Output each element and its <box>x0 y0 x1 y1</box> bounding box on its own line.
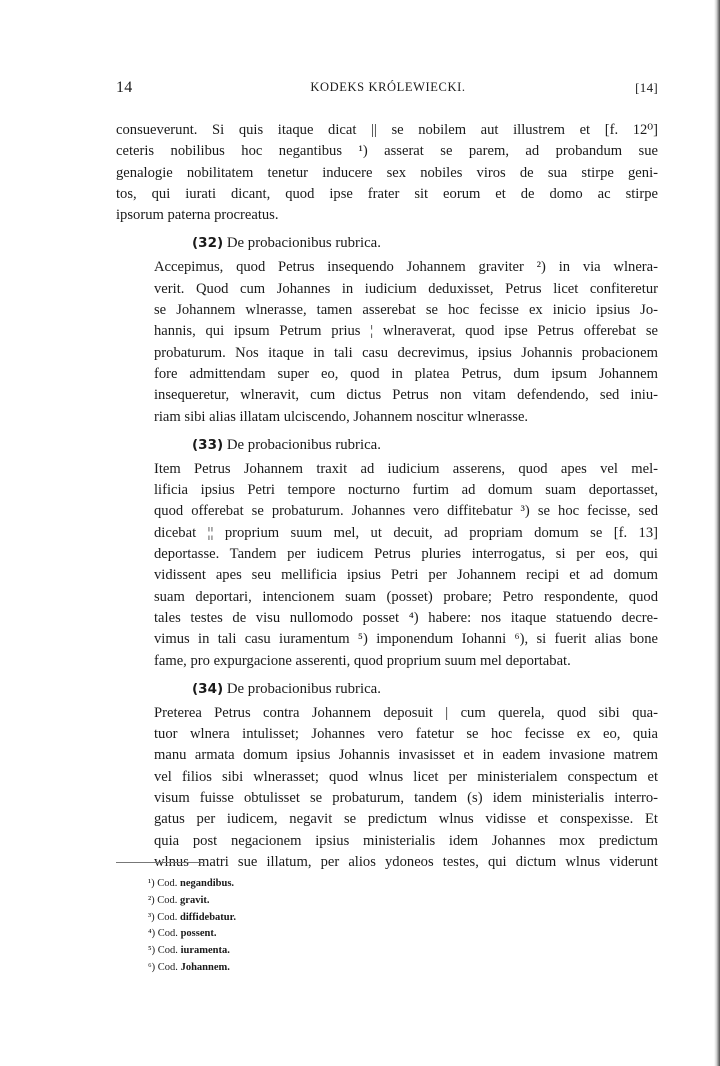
text-line: visum fuisse obtulisset se probaturum, tandem (s) idem ministerialis interro- <box>154 790 658 807</box>
footnote-rule <box>116 862 204 863</box>
footnotes <box>148 876 236 977</box>
footnote-mark: ³) <box>148 911 155 923</box>
text-line: fame, pro expurgacione asserenti, quod proprium suum mel deportabat. <box>154 652 571 669</box>
text-line: dicebat ¦¦ proprium suum mel, ut decuit, ad propriam domum se [f. 13] <box>154 524 658 541</box>
footnote <box>148 893 236 910</box>
text-line: tos, qui iurati dicant, quod ipse frater sit eorum et de domo ac stirpe <box>116 185 658 202</box>
text-line: vel filios sibi wlnerasset; quod wlnus licet per ministerialem conspectum et <box>154 768 658 785</box>
section-number: (33) <box>192 436 224 453</box>
text-line: probaturum. Nos itaque in tali casu decrevimus, ipsius Johannis probacionem <box>154 344 658 361</box>
section-number: (34) <box>192 680 224 697</box>
text-line: ceteris nobilibus hoc negantibus ¹) asserat se parem, ad probandum sue <box>116 143 658 160</box>
section-title: De probacionibus rubrica. <box>226 235 381 252</box>
text-line: tuor wlnera intulisset; Johannes vero fatetur se hoc fecisse ex eo, quia <box>154 726 658 743</box>
text-line: suam deportari, intencionem suam (posset) probare; Petro respondente, quod <box>154 588 658 605</box>
text-line: vidissent apes seu mellificia ipsius Petri per Johannem recipi et ad domum <box>154 567 658 584</box>
section-paragraph-33 <box>116 459 658 672</box>
footnote-mark: ⁵) <box>148 945 156 957</box>
footnote-prefix: Cod. <box>157 928 178 940</box>
text-line: vimus in tali casu iuramentum ⁵) imponendum Iohanni ⁶), si fuerit alias bone <box>154 631 658 648</box>
text-line: manu armata domum ipsius Johannis invasisset et in eadem invasione matrem <box>154 747 658 764</box>
footnote <box>148 960 236 977</box>
footnote-text: gravit. <box>180 894 210 906</box>
text-line: quia post negacionem ipsius ministerialis idem Johannes mox predictum <box>154 832 658 849</box>
section-title: De probacionibus rubrica. <box>226 436 381 453</box>
footnote-text: diffidebatur. <box>180 911 236 923</box>
footnote-text: possent. <box>180 928 217 940</box>
footnote-prefix: Cod. <box>157 961 178 973</box>
footnote-mark: ⁴) <box>148 928 156 940</box>
text-line: fore admittendam super eo, quod in platea Petrus, dum ipsum Johannem <box>154 365 658 382</box>
footnote <box>148 910 236 927</box>
text-line: gatus per iudicem, negavit se predictum wlnus vidisse et conspexisse. Et <box>154 811 658 828</box>
footnote-text: Johannem. <box>180 961 230 973</box>
footnote <box>148 926 236 943</box>
section-heading-33 <box>116 435 658 456</box>
text-line: insequeretur, wlneravit, cum dictus Petrus non vitam defendendo, sed iniu- <box>154 387 658 404</box>
running-title: KODEKS KRÓLEWIECKI. <box>310 80 466 94</box>
footnote-prefix: Cod. <box>157 911 178 923</box>
scan-edge-shadow <box>714 0 720 1066</box>
text-line: se Johannem wlnerasse, tamen asserebat se hoc fecisse ex inicio ipsius Jo- <box>154 302 658 319</box>
footnote-mark: ¹) <box>148 878 155 889</box>
text-line: verit. Quod cum Johannes in iudicium deduxisset, Petrus licet confiteretur <box>154 280 658 297</box>
page-header <box>116 79 660 101</box>
footnote-text: iuramenta. <box>180 945 230 957</box>
footnote <box>148 943 236 960</box>
bracket-page-number: [14] <box>635 80 658 95</box>
section-paragraph-32 <box>116 257 658 427</box>
text-line: deportasse. Tandem per iudicem Petrus pluries interrogatus, si per eos, qui <box>154 546 658 563</box>
intro-paragraph <box>116 120 658 226</box>
section-number: (32) <box>192 235 224 252</box>
section-heading-32 <box>116 233 658 254</box>
text-line: Accepimus, quod Petrus insequendo Johannem graviter ²) in via wlnera- <box>154 259 658 276</box>
footnote-prefix: Cod. <box>157 894 178 906</box>
footnote-mark: ⁶) <box>148 961 156 973</box>
footnote-prefix: Cod. <box>157 945 178 957</box>
text-line: lificia ipsius Petri tempore nocturno furtim ad domum suam deportasset, <box>154 482 658 499</box>
footnote-text: negandibus. <box>180 878 235 889</box>
footnote-mark: ²) <box>148 894 155 906</box>
text-line: ipsorum paterna procreatus. <box>116 207 279 224</box>
section-heading-34 <box>116 679 658 700</box>
section-paragraph-34 <box>116 703 658 873</box>
text-line: tales testes de visu nullomodo posset ⁴) habere: nos itaque statuendo decre- <box>154 609 658 626</box>
text-line: genalogie nobilitatem tenetur inducere sex nobiles viros de sua stirpe geni- <box>116 164 658 181</box>
footnote-prefix: Cod. <box>157 878 178 889</box>
text-line: riam sibi alias illatam ulciscendo, Johannem noscitur wlnerasse. <box>154 408 529 425</box>
section-title: De probacionibus rubrica. <box>226 680 381 697</box>
text-line: Preterea Petrus contra Johannem deposuit | cum querela, quod sibi qua- <box>154 704 658 721</box>
text-line: hannis, qui ipsum Petrum prius ¦ wlneraverat, quod ipse Petrus offerebat se <box>154 323 658 340</box>
text-line: consueverunt. Si quis itaque dicat || se nobilem aut illustrem et [f. 12⁰] <box>116 122 658 138</box>
text-line: wlnus matri sue illatum, per alios ydoneos testes, qui dictum wlnus viderunt <box>154 853 658 870</box>
page-number: 14 <box>116 79 133 96</box>
text-line: Item Petrus Johannem traxit ad iudicium asserens, quod apes vel mel- <box>154 460 658 477</box>
text-line: quod offerebat se probaturum. Johannes vero diffitebatur ³) se hoc fecisse, sed <box>154 503 658 520</box>
footnote <box>148 876 236 893</box>
main-text <box>116 120 658 873</box>
